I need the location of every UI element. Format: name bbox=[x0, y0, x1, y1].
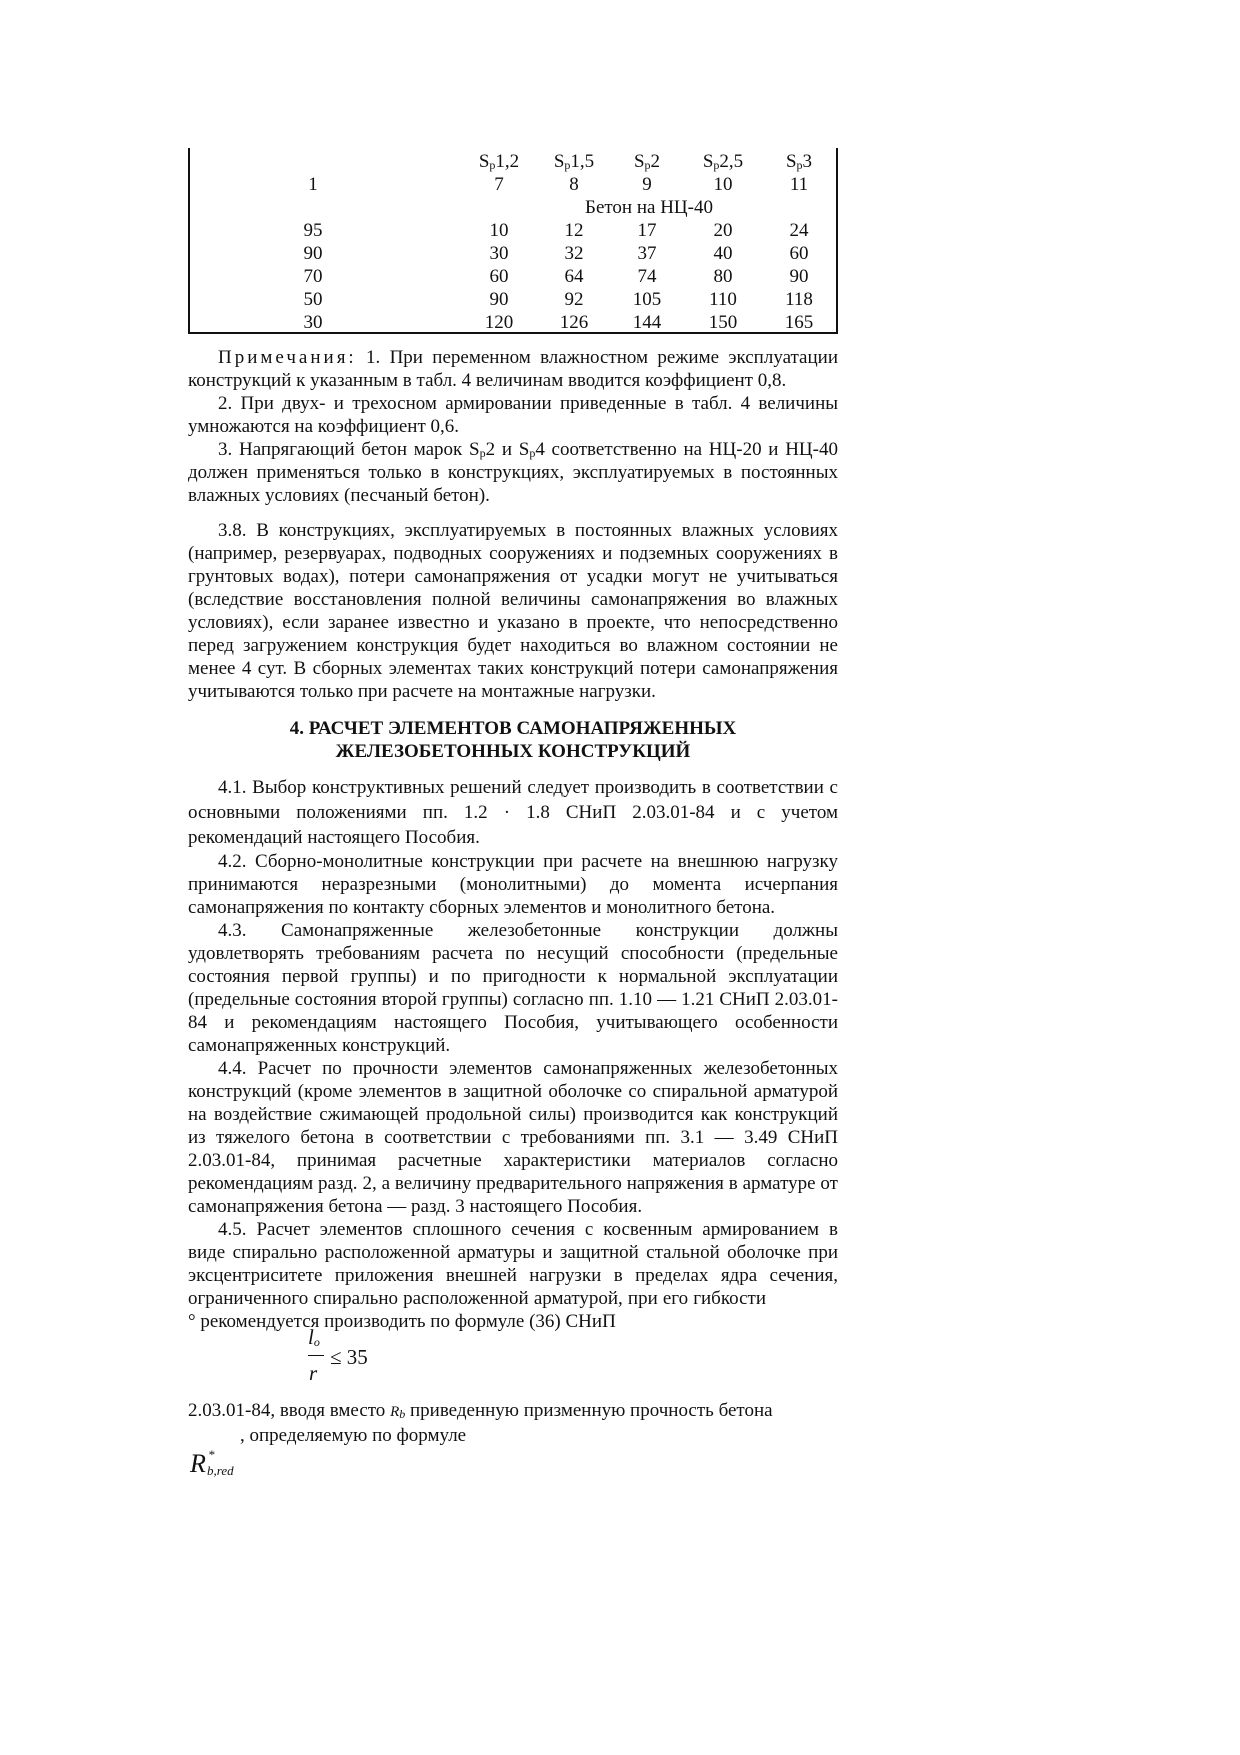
header-cell: $S_p2$ bbox=[633, 151, 661, 172]
colnum-cell: 7 bbox=[494, 174, 504, 195]
header-cell: $S_p1,2$ bbox=[478, 151, 520, 172]
paragraph-4-5: 4.5. Расчет элементов сплошного сечения с косвенным армированием в виде спирально расположенной арматуры и защитной стальной оболочке при эксцентриситете приложения внешней нагрузки в пределах ядра сечения, ограниченного спирально расположенной арматурой, при его гибкости° рекомендуется производить по формуле (36) СНиП bbox=[188, 1219, 838, 1332]
table-row bbox=[188, 219, 838, 242]
table-colnum-row bbox=[188, 173, 838, 196]
notes-lead: Примечания: bbox=[218, 347, 357, 368]
note-1-text: 1. При переменном влажностном режиме эксплуатации конструкций к указанным в табл. 4 величинам вводится коэффициент 0,8. bbox=[188, 347, 838, 391]
table-header-row bbox=[188, 150, 838, 173]
table-cell: 126 bbox=[559, 312, 589, 333]
page-content bbox=[188, 148, 838, 1487]
table-cell: 95 bbox=[303, 220, 323, 241]
table-cell: 24 bbox=[789, 220, 809, 241]
paragraph-4-5-cont: 2.03.01-84, вводя вместо $R_b$ приведенную призменную прочность бетона bbox=[188, 1400, 773, 1421]
table-cell: 70 bbox=[303, 266, 323, 287]
table-cell: 64 bbox=[564, 266, 584, 287]
table-cell: 90 bbox=[303, 243, 323, 264]
paragraph-4-2: 4.2. Сборно-монолитные конструкции при расчете на внешнюю нагрузку принимаются неразрезными (монолитными) до момента исчерпания самонапряжения по контакту сборных элементов и монолитного бетона. bbox=[188, 851, 838, 918]
colnum-cell: 10 bbox=[713, 174, 733, 195]
heading-line-2: ЖЕЛЕЗОБЕТОННЫХ КОНСТРУКЦИЙ bbox=[335, 741, 691, 762]
table-cell: 12 bbox=[564, 220, 584, 241]
table-cell: 150 bbox=[708, 312, 738, 333]
table-cell: 80 bbox=[713, 266, 733, 287]
paragraph-4-5-end: , определяемую по формуле bbox=[240, 1425, 467, 1446]
rbred-superscript: * bbox=[208, 1447, 215, 1462]
note-2: 2. При двух- и трехосном армировании приведенные в табл. 4 величины умножаются на коэффициент 0,6. bbox=[188, 393, 838, 437]
rbred-symbol bbox=[188, 1447, 838, 1487]
section-heading bbox=[188, 717, 838, 763]
table-cell: 165 bbox=[784, 312, 814, 333]
table-cell: 30 bbox=[303, 312, 323, 333]
table-cell: 60 bbox=[489, 266, 509, 287]
table-row bbox=[188, 265, 838, 288]
note-1 bbox=[188, 346, 838, 392]
table-cell: 60 bbox=[789, 243, 809, 264]
fraction-bar bbox=[308, 1355, 324, 1356]
table-cell: 32 bbox=[564, 243, 584, 264]
table-section-row bbox=[188, 196, 838, 219]
colnum-cell: 1 bbox=[308, 174, 318, 195]
table-cell: 20 bbox=[713, 220, 733, 241]
section-label: Бетон на НЦ-40 bbox=[585, 197, 713, 218]
colnum-cell: 8 bbox=[569, 174, 579, 195]
table-row bbox=[188, 311, 838, 334]
paragraph-4-4: 4.4. Расчет по прочности элементов самонапряженных железобетонных конструкций (кроме элементов в защитной оболочке со спиральной арматурой на воздействие сжимающей продольной силы) производится как конструкций из тяжелого бетона в соответствии с требованиями пп. 3.1 — 3.49 СНиП 2.03.01-84, принимая расчетные характеристики материалов согласно рекомендациям разд. 2, а величину предварительного напряжения в арматуре от самонапряжения бетона — разд. 3 настоящего Пособия. bbox=[188, 1058, 838, 1217]
table-cell: 50 bbox=[303, 289, 323, 310]
slenderness-formula bbox=[188, 1325, 838, 1399]
table-cell: 105 bbox=[632, 289, 662, 310]
table-cell: 118 bbox=[785, 289, 813, 310]
table-cell: 17 bbox=[637, 220, 657, 241]
table-cell: 74 bbox=[637, 266, 657, 287]
table-row bbox=[188, 242, 838, 265]
table-cell: 90 bbox=[489, 289, 509, 310]
table-cell: 92 bbox=[564, 289, 584, 310]
table-cell: 10 bbox=[489, 220, 509, 241]
colnum-cell: 9 bbox=[642, 174, 652, 195]
data-table bbox=[188, 148, 838, 334]
table-cell: 110 bbox=[709, 289, 737, 310]
table-cell: 37 bbox=[637, 243, 657, 264]
paragraph-4-3: 4.3. Самонапряженные железобетонные конструкции должны удовлетворять требованиям расчета по несущий способности (предельные состояния первой группы) и по пригодности к нормальной эксплуатации (предельные состояния второй группы) согласно пп. 1.10 — 1.21 СНиП 2.03.01-84 и рекомендациям настоящего Пособия, учитывающего особенности самонапряженных конструкций. bbox=[188, 920, 838, 1056]
table-cell: 90 bbox=[789, 266, 809, 287]
fraction: $l_o$ r ≤ 35 bbox=[308, 1325, 368, 1385]
heading-line-1: 4. РАСЧЕТ ЭЛЕМЕНТОВ САМОНАПРЯЖЕННЫХ bbox=[289, 718, 737, 739]
table-cell: 144 bbox=[632, 312, 662, 333]
table-row bbox=[188, 288, 838, 311]
header-cell: $S_p3$ bbox=[785, 151, 813, 172]
rbred-letter: R bbox=[190, 1449, 206, 1478]
rbred-subscript: b,red bbox=[207, 1463, 234, 1478]
header-cell: $S_p2,5$ bbox=[702, 151, 744, 172]
paragraph-4-1: 4.1. Выбор конструктивных решений следует производить в соответствии с основными положениями пп. 1.2 · 1.8 СНиП 2.03.01-84 и с учетом рекомендаций настоящего Пособия. bbox=[188, 777, 838, 848]
colnum-cell: 11 bbox=[789, 174, 809, 195]
table-cell: 40 bbox=[713, 243, 733, 264]
table-cell: 120 bbox=[484, 312, 514, 333]
header-cell: $S_p1,5$ bbox=[553, 151, 595, 172]
formula-rhs: ≤ 35 bbox=[330, 1345, 368, 1369]
table-cell: 30 bbox=[489, 243, 509, 264]
paragraph-3-8: 3.8. В конструкциях, эксплуатируемых в постоянных влажных условиях (например, резервуарах, подводных сооружениях и подземных сооружениях в грунтовых водах), потери самонапряжения от усадки могут не учитываться (вследствие восстановления полной величины самонапряжения во влажных условиях), если заранее известно и указано в проекте, что непосредственно перед загружением конструкция будет находиться во влажном состоянии не менее 4 сут. В сборных элементах таких конструкций потери самонапряжения учитываются только при расчете на монтажные нагрузки. bbox=[188, 520, 838, 702]
note-3: 3. Напрягающий бетон марок $S_p2$ и $S_p4$ соответственно на НЦ-20 и НЦ-40 должен применяться только в конструкциях, эксплуатируемых в постоянных влажных условиях (песчаный бетон). bbox=[188, 439, 838, 506]
fraction-denominator: r bbox=[309, 1361, 318, 1385]
